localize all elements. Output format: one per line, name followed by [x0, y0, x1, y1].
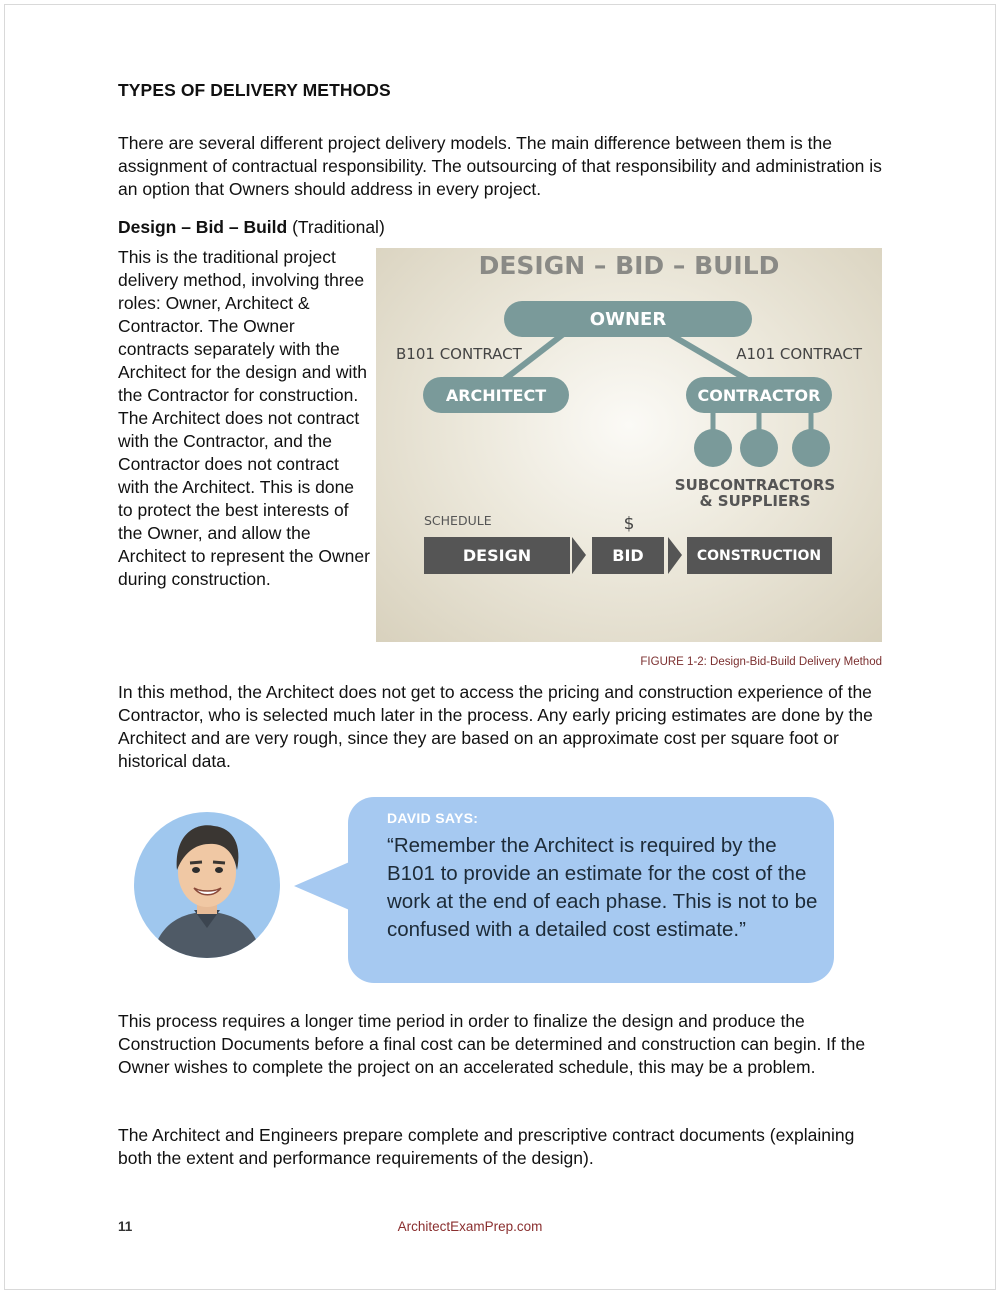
construction-step-label: CONSTRUCTION [696, 548, 822, 564]
subheading-normal: (Traditional) [287, 217, 385, 237]
page-number: 11 [118, 1219, 133, 1234]
schedule-paragraph: This process requires a longer time period in order to finalize the design and produce the Construction Documents before a final cost can be determined and construction can begin. If the Owner wishes to complete the project on an accelerated schedule, this may be a problem. [118, 1011, 866, 1077]
callout-label: DAVID SAYS: [387, 810, 479, 826]
subcontractor-node-1 [694, 429, 732, 467]
side-paragraph: This is the traditional project delivery method, involving three roles: Owner, Architect & Contractor. The Owner contracts separately with the Architect for the design and with the Contractor for construction. The Architect does not contract with the Contractor, and the Contractor does not contract with the Architect. This is done to protect the best interests of the Owner, and allow the Architect to represent the Owner during construction. [118, 247, 370, 589]
dollar-sign: $ [623, 514, 635, 534]
documents-paragraph: The Architect and Engineers prepare complete and prescriptive contract documents (explaining both the extent and performance requirements of the design). [118, 1125, 855, 1168]
design-step-label: DESIGN [462, 546, 532, 565]
callout-quote: “Remember the Architect is required by the B101 to provide an estimate for the cost of the work at the end of each phase. This is not to be confused with a detailed cost estimate.” [387, 834, 818, 941]
footer-site: ArchitectExamPrep.com [397, 1219, 543, 1234]
schedule-label: SCHEDULE [424, 513, 492, 528]
section-heading: TYPES OF DELIVERY METHODS [118, 80, 391, 100]
b101-label: B101 CONTRACT [396, 345, 522, 363]
bid-step-label: BID [612, 546, 644, 565]
contractor-label: CONTRACTOR [697, 386, 821, 405]
avatar-illustration [134, 812, 280, 958]
diagram-title: DESIGN – BID – BUILD [478, 251, 780, 280]
bid-arrow [668, 537, 682, 574]
subheading [118, 217, 385, 238]
subs-label-2: & SUPPLIERS [699, 492, 811, 510]
a101-label: A101 CONTRACT [736, 345, 862, 363]
intro-paragraph: There are several different project delivery models. The main difference between them is the assignment of contractual responsibility. The outsourcing of that responsibility and administration is an option that Owners should address in every project. [118, 133, 882, 199]
avatar [134, 812, 280, 958]
subheading-bold: Design – Bid – Build [118, 217, 288, 237]
subcontractor-node-2 [740, 429, 778, 467]
architect-label: ARCHITECT [445, 386, 547, 405]
speech-bubble-tail [294, 860, 354, 912]
figure-caption: FIGURE 1-2: Design-Bid-Build Delivery Method [640, 656, 882, 668]
method-paragraph: In this method, the Architect does not get to access the pricing and construction experience of the Contractor, who is selected much later in the process. Any early pricing estimates are done by the Architect and are very rough, since they are based on an approximate cost per square foot or historical data. [118, 682, 873, 771]
design-arrow [572, 537, 586, 574]
owner-label: OWNER [589, 309, 667, 330]
diagram-svg [376, 248, 882, 642]
subcontractor-node-3 [792, 429, 830, 467]
delivery-diagram [376, 248, 882, 642]
subs-label-1: SUBCONTRACTORS [674, 476, 836, 494]
